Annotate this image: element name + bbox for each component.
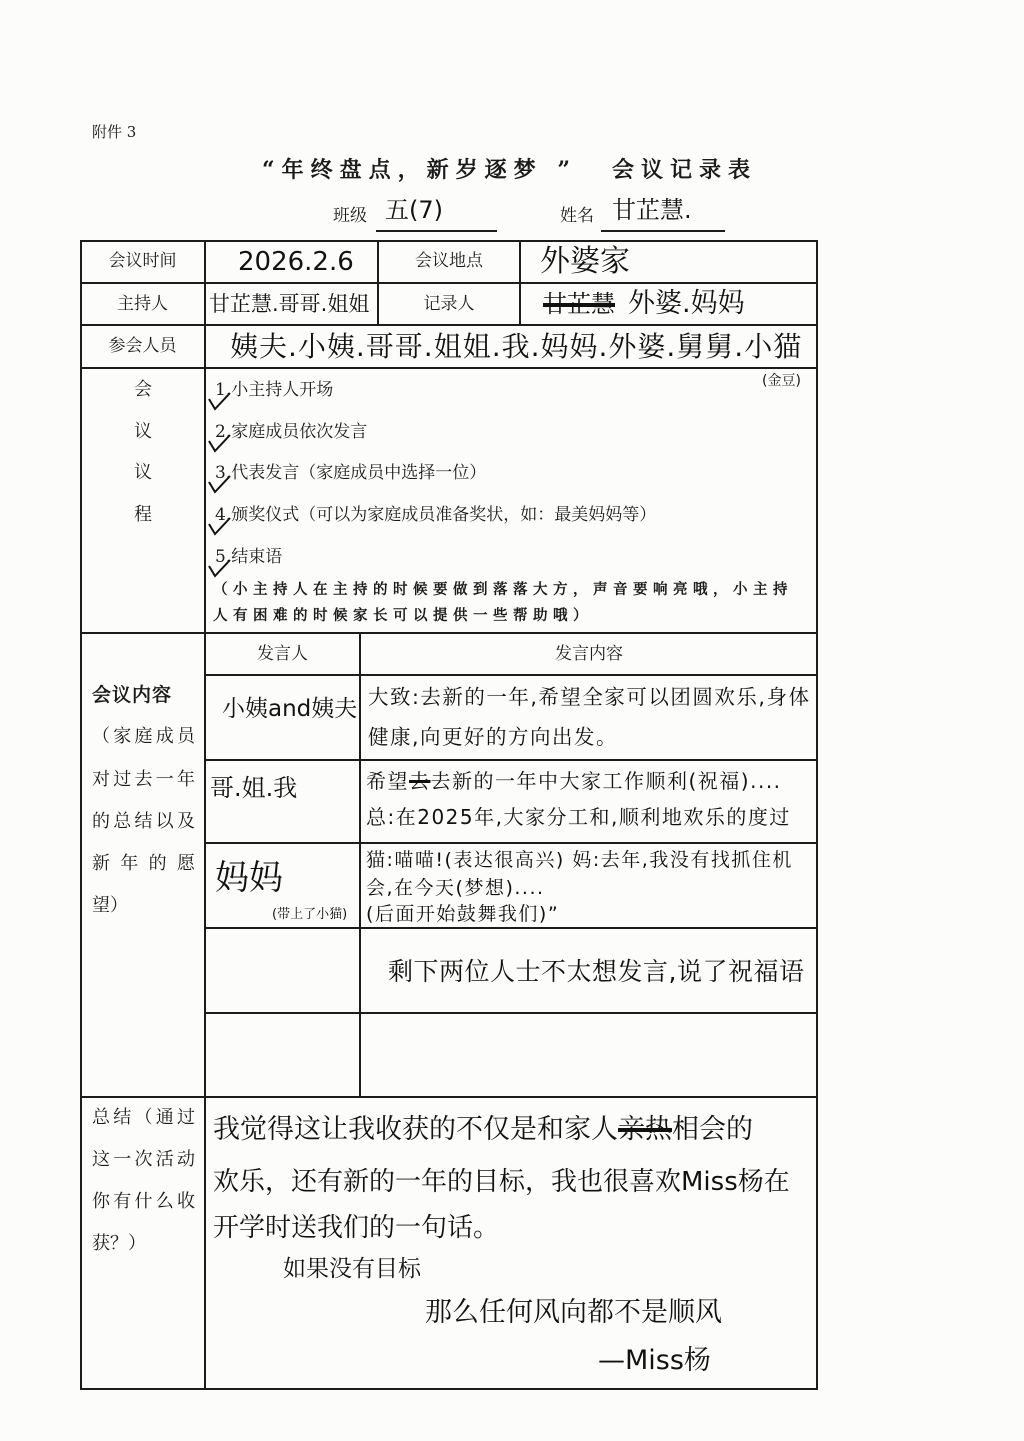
row-divider bbox=[204, 759, 818, 761]
speech-line: 大致:去新的一年,希望全家可以团圆欢乐,身体 bbox=[368, 685, 811, 709]
content-label-line: 望） bbox=[92, 895, 128, 916]
speaker-name: 妈妈 bbox=[215, 858, 283, 898]
struck-text: 亲热 bbox=[618, 1114, 672, 1145]
speech-column-header: 发言内容 bbox=[555, 644, 623, 664]
class-value: 五(7) bbox=[385, 196, 443, 224]
speaker-note: (带上了小猫) bbox=[272, 907, 348, 922]
agenda-label: 会议议程 bbox=[134, 379, 152, 525]
speech-line: 猫:喵喵!(表达很高兴) 妈:去年,我没有找抓住机 bbox=[366, 849, 793, 871]
speech-line: 会,在今天(梦想).... bbox=[366, 877, 545, 899]
summary-line bbox=[213, 1108, 753, 1152]
attachment-label: 附件 3 bbox=[92, 123, 137, 141]
agenda-item: 2.家庭成员依次发言 bbox=[215, 422, 368, 442]
agenda-note: （小主持人在主持的时候要做到落落大方，声音要响亮哦，小主持 bbox=[213, 581, 793, 598]
quote-author: —Miss杨 bbox=[598, 1345, 711, 1376]
row-divider bbox=[204, 1012, 818, 1014]
content-label-line: 新年的愿 bbox=[92, 853, 195, 874]
form-title-main: “年终盘点，新岁逐梦 ” bbox=[262, 157, 577, 183]
name-label: 姓名 bbox=[560, 206, 594, 226]
attendees-label: 参会人员 bbox=[108, 336, 177, 356]
meeting-place-value: 外婆家 bbox=[540, 244, 630, 279]
speaker-name: 小姨and姨夫 bbox=[222, 696, 358, 722]
name-value: 甘芷慧. bbox=[612, 196, 692, 224]
quote-line: 那么任何风向都不是顺风 bbox=[425, 1297, 722, 1328]
summary-label-line: 你有什么收 bbox=[92, 1191, 195, 1212]
name-underline bbox=[601, 230, 725, 232]
agenda-item: 3.代表发言（家庭成员中选择一位） bbox=[215, 463, 487, 483]
summary-label-line: 这一次活动 bbox=[92, 1149, 195, 1170]
summary-label-line: 总结（通过 bbox=[92, 1107, 195, 1128]
summary-text: 相会的 bbox=[672, 1114, 753, 1145]
recorder-value: 外婆.妈妈 bbox=[628, 288, 745, 319]
class-label: 班级 bbox=[333, 206, 367, 226]
speech-line: 剩下两位人士不太想发言,说了祝福语 bbox=[388, 957, 805, 986]
speech-text: 去新的一年中大家工作顺利(祝福).... bbox=[430, 769, 782, 793]
column-divider bbox=[359, 633, 361, 1097]
speaker-name: 哥.姐.我 bbox=[210, 774, 298, 802]
host-label: 主持人 bbox=[117, 294, 168, 314]
speech-line: 健康,向更好的方向出发。 bbox=[368, 725, 619, 749]
summary-line: 开学时送我们的一句话。 bbox=[213, 1213, 500, 1243]
attendees-value: 姨夫.小姨.哥哥.姐姐.我.妈妈.外婆.舅舅.小猫 bbox=[230, 330, 803, 363]
summary-label-line: 获？） bbox=[92, 1233, 146, 1254]
recorder-label: 记录人 bbox=[423, 294, 475, 314]
meeting-time-value: 2026.2.6 bbox=[238, 247, 354, 277]
attendees-note: (金豆) bbox=[762, 373, 801, 389]
summary-line: 欢乐，还有新的一年的目标，我也很喜欢Miss杨在 bbox=[213, 1167, 790, 1197]
speech-line: 总:在2025年,大家分工和,顺利地欢乐的度过 bbox=[366, 805, 791, 829]
row-divider bbox=[204, 842, 818, 844]
meeting-time-label: 会议时间 bbox=[108, 251, 177, 271]
form-title-suffix: 会议记录表 bbox=[612, 157, 758, 183]
column-divider bbox=[204, 240, 206, 1390]
content-label-title: 会议内容 bbox=[92, 684, 173, 706]
content-label-line: （家庭成员 bbox=[92, 726, 195, 747]
speech-text: 希望 bbox=[366, 769, 409, 793]
meeting-place-label: 会议地点 bbox=[415, 251, 483, 271]
recorder-struck-name: 甘芷慧 bbox=[543, 290, 615, 318]
host-value: 甘芷慧.哥哥.姐姐 bbox=[209, 292, 370, 316]
content-label-line: 对过去一年 bbox=[92, 769, 195, 790]
agenda-item: 5.结束语 bbox=[215, 547, 283, 567]
speech-line: (后面开始鼓舞我们)” bbox=[366, 903, 560, 925]
agenda-item: 4.颁奖仪式（可以为家庭成员准备奖状，如：最美妈妈等） bbox=[215, 505, 657, 525]
class-underline bbox=[376, 230, 497, 232]
speech-line bbox=[366, 763, 782, 799]
agenda-item: 1.小主持人开场 bbox=[215, 380, 334, 400]
summary-text: 我觉得这让我收获的不仅是和家人 bbox=[213, 1114, 618, 1145]
struck-text: 去 bbox=[409, 769, 431, 793]
speaker-column-header: 发言人 bbox=[257, 644, 308, 664]
quote-line: 如果没有目标 bbox=[283, 1256, 421, 1282]
agenda-note: 人有困难的时候家长可以提供一些帮助哦） bbox=[213, 607, 593, 624]
content-label-line: 的总结以及 bbox=[92, 811, 195, 832]
